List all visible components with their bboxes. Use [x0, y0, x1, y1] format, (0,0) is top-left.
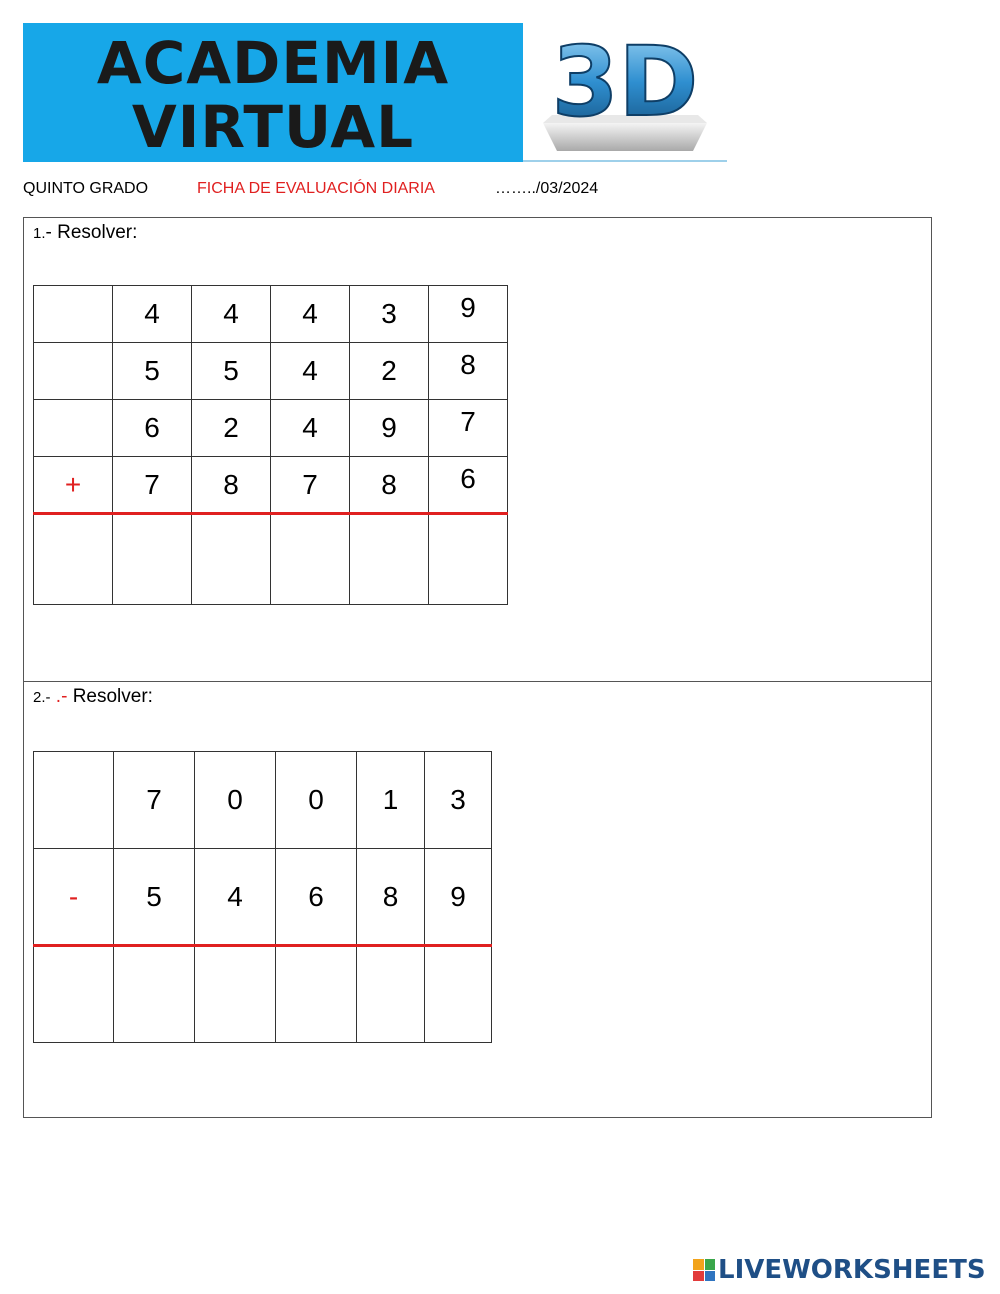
difference-answer-row	[34, 946, 492, 1043]
digit-cell: 8	[350, 457, 429, 514]
addition-grid	[33, 285, 508, 605]
addend-row-4	[34, 457, 508, 514]
worksheet-title: FICHA DE EVALUACIÓN DIARIA	[197, 180, 435, 197]
liveworksheets-icon	[693, 1259, 715, 1281]
digit-cell: 3	[425, 752, 492, 849]
digit-cell: 2	[192, 400, 271, 457]
answer-input[interactable]	[113, 514, 192, 605]
answer-input[interactable]	[357, 946, 425, 1043]
digit-cell: 4	[271, 400, 350, 457]
operator-cell	[34, 400, 113, 457]
addend-row-1	[34, 286, 508, 343]
academy-banner	[23, 23, 523, 162]
digit-cell: 4	[271, 343, 350, 400]
exercise-1-section	[23, 217, 932, 682]
digit-cell: 6	[113, 400, 192, 457]
digit-cell: 9	[429, 286, 508, 343]
digit-cell: 7	[429, 400, 508, 457]
digit-cell: 3	[350, 286, 429, 343]
digit-cell: 6	[276, 849, 357, 946]
answer-input[interactable]	[195, 946, 276, 1043]
digit-cell: 8	[429, 343, 508, 400]
digit-cell: 9	[425, 849, 492, 946]
answer-input[interactable]	[350, 514, 429, 605]
answer-input[interactable]	[425, 946, 492, 1043]
date-field[interactable]: ……../03/2024	[495, 180, 599, 197]
digit-cell: 7	[271, 457, 350, 514]
digit-cell: 8	[357, 849, 425, 946]
answer-input[interactable]	[429, 514, 508, 605]
liveworksheets-logo[interactable]	[693, 1255, 986, 1285]
3d-logo-icon	[523, 23, 727, 162]
answer-input[interactable]	[192, 514, 271, 605]
digit-cell: 5	[114, 849, 195, 946]
liveworksheets-brand: LIVEWORKSHEETS	[718, 1255, 986, 1285]
digit-cell: 0	[195, 752, 276, 849]
digit-cell: 2	[350, 343, 429, 400]
digit-cell: 6	[429, 457, 508, 514]
exercise-2-instruction	[33, 686, 153, 708]
digit-cell: 0	[276, 752, 357, 849]
digit-cell: 8	[192, 457, 271, 514]
sum-answer-row	[34, 514, 508, 605]
minus-operator: -	[34, 849, 114, 946]
digit-cell: 5	[192, 343, 271, 400]
answer-cell-blank	[34, 514, 113, 605]
logo-underline	[523, 160, 727, 162]
exercise-2-prefix: -	[45, 689, 51, 706]
exercise-1-instruction	[33, 222, 137, 244]
exercise-2-label: Resolver:	[72, 686, 153, 707]
banner-title-line2: VIRTUAL	[131, 93, 415, 161]
operator-cell	[34, 752, 114, 849]
digit-cell: 5	[113, 343, 192, 400]
operator-cell	[34, 343, 113, 400]
exercise-1-label: - Resolver:	[45, 222, 138, 243]
digit-cell: 9	[350, 400, 429, 457]
addend-row-3	[34, 400, 508, 457]
grade-label: QUINTO GRADO	[23, 180, 149, 197]
answer-input[interactable]	[271, 514, 350, 605]
exercise-2-section	[23, 681, 932, 1118]
addend-row-2	[34, 343, 508, 400]
digit-cell: 4	[113, 286, 192, 343]
exercise-2-red-mark: .-	[55, 686, 68, 707]
digit-cell: 4	[195, 849, 276, 946]
answer-input[interactable]	[276, 946, 357, 1043]
digit-cell: 4	[271, 286, 350, 343]
minuend-row	[34, 752, 492, 849]
digit-cell: 7	[113, 457, 192, 514]
digit-cell: 1	[357, 752, 425, 849]
answer-input[interactable]	[114, 946, 195, 1043]
exercise-1-number: 1.	[33, 225, 46, 242]
banner-title-line1: ACADEMIA	[96, 29, 450, 97]
3d-logo-text: 3D	[551, 26, 699, 138]
exercise-2-number: 2.	[33, 689, 46, 706]
answer-cell-blank	[34, 946, 114, 1043]
digit-cell: 7	[114, 752, 195, 849]
digit-cell: 4	[192, 286, 271, 343]
subtraction-grid	[33, 751, 492, 1043]
plus-operator: +	[34, 457, 113, 514]
subtrahend-row	[34, 849, 492, 946]
operator-cell	[34, 286, 113, 343]
